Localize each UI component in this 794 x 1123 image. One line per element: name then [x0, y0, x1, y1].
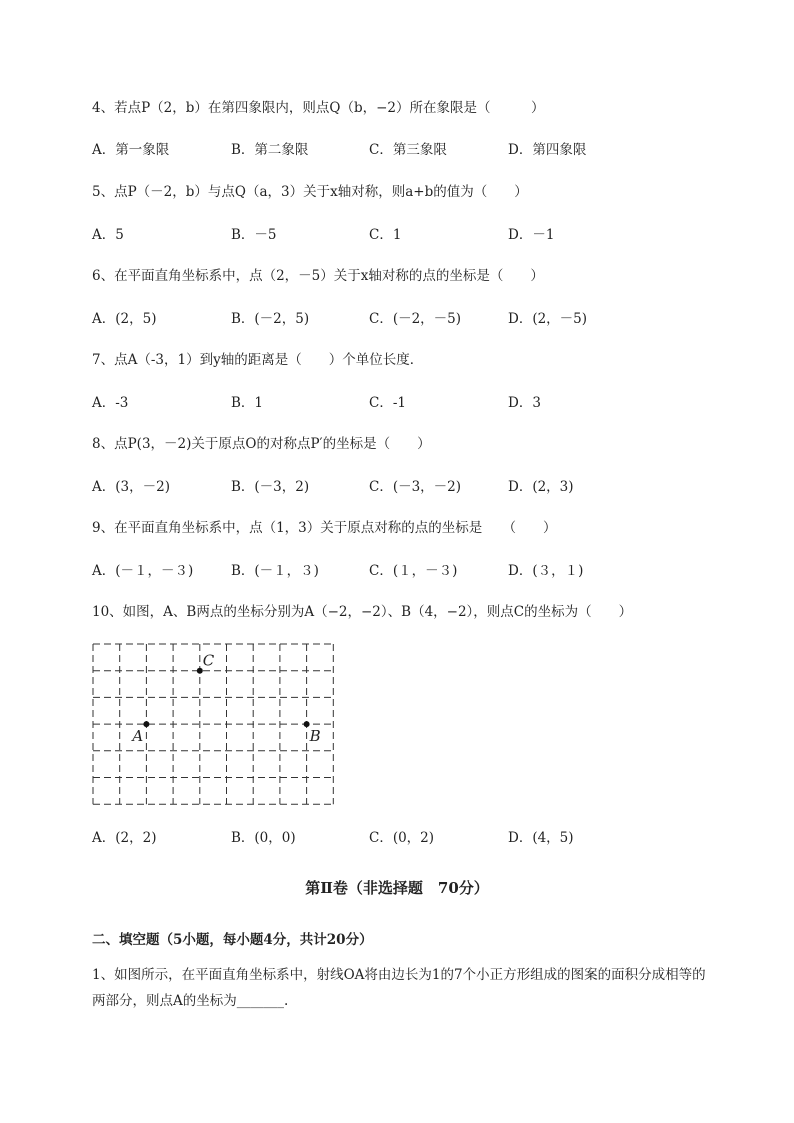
option-c: C．-1: [369, 395, 406, 411]
question-6: 6、在平面直角坐标系中，点（2，－5）关于x轴对称的点的坐标是（ ）: [92, 268, 544, 284]
point-label-b: B: [309, 727, 321, 746]
question-10: 10、如图，A、B两点的坐标分别为A（−2，−2）、B（4，−2），则点C的坐标为（ ）: [92, 604, 633, 620]
option-d: D．第四象限: [508, 142, 587, 158]
fill-question-1: 1、如图所示，在平面直角坐标系中，射线OA将由边长为1的7个小正方形组成的图案的面积分成相等的两部分，则点A的坐标为_______.: [92, 967, 706, 1009]
question-9: 9、在平面直角坐标系中，点（1，3）关于原点对称的点的坐标是 （ ）: [92, 520, 557, 536]
option-d: D．3: [508, 395, 541, 411]
option-b: B．(－2，5): [231, 311, 310, 327]
option-c: C．(１，－３): [369, 563, 458, 579]
option-a: A．(2，5): [92, 311, 157, 327]
point-label-a: A: [132, 727, 144, 746]
option-a: A．5: [92, 227, 124, 243]
section-title: 第Ⅱ卷（非选择题 70分）: [305, 879, 489, 897]
question-5: 5、点P（－2，b）与点Q（a，3）关于x轴对称，则a+b的值为（ ）: [92, 184, 528, 200]
question-8: 8、点P(3，－2)关于原点O的对称点P′的坐标是（ ）: [92, 436, 431, 452]
option-d: D．(2，－5): [508, 311, 588, 327]
option-a: A．(3，－2): [92, 479, 170, 495]
option-a: A．(－１，－３): [92, 563, 194, 579]
option-b: B．(－１，３): [231, 563, 319, 579]
option-c: C．(－2，－5): [369, 311, 462, 327]
option-b: B．(－3，2): [231, 479, 310, 495]
question-4: 4、若点P（2，b）在第四象限内，则点Q（b，−2）所在象限是（ ）: [92, 100, 545, 116]
option-c: C．第三象限: [369, 142, 447, 158]
option-d: D．(３，１): [508, 563, 584, 579]
option-a: A．第一象限: [92, 142, 170, 158]
option-c: C．1: [369, 227, 402, 243]
option-a: A．(2，2): [92, 830, 157, 846]
option-b: B．(0，0): [231, 830, 296, 846]
point-label-c: C: [202, 651, 215, 670]
part-title: 二、填空题（5小题，每小题4分，共计20分）: [92, 932, 373, 948]
grid-figure: [92, 643, 338, 809]
option-b: B．1: [231, 395, 264, 411]
option-a: A．-3: [92, 395, 129, 411]
option-c: C．(－3，－2): [369, 479, 462, 495]
option-b: B．第二象限: [231, 142, 309, 158]
option-d: D．(2，3): [508, 479, 574, 495]
question-7: 7、点A（-3，1）到y轴的距离是（ ）个单位长度．: [92, 352, 424, 368]
point-a: [143, 721, 149, 727]
option-d: D．－1: [508, 227, 555, 243]
option-c: C．(0，2): [369, 830, 435, 846]
option-b: B．－5: [231, 227, 277, 243]
option-d: D．(4，5): [508, 830, 574, 846]
